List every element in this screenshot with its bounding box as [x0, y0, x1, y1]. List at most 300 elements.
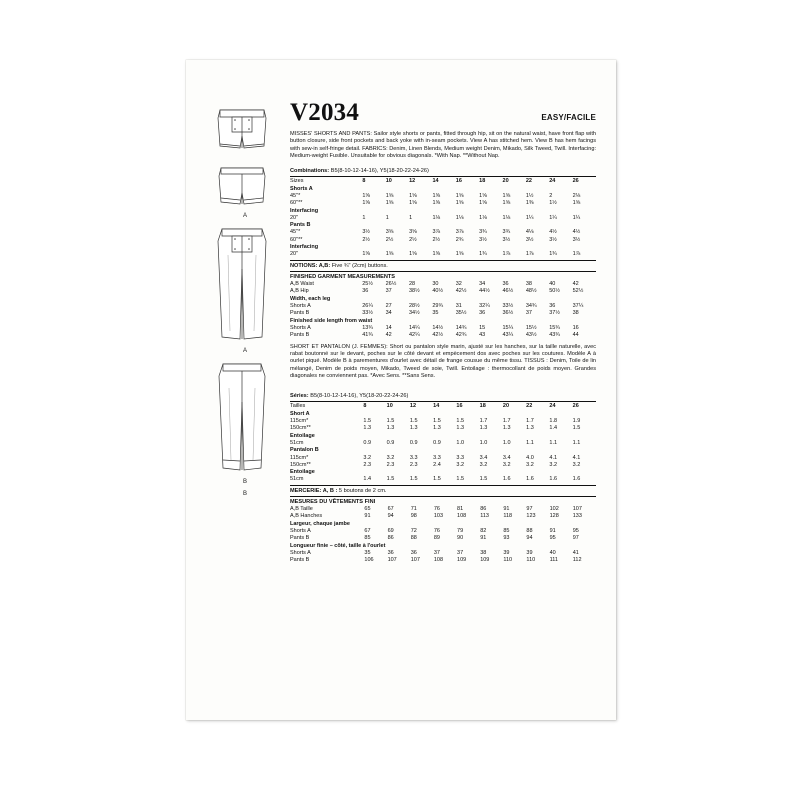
- table-cell: 1.3: [363, 424, 372, 431]
- table-cell: 3.4: [502, 454, 511, 461]
- table-cell: 42½: [432, 331, 444, 338]
- size-header-cell: 26: [572, 177, 579, 184]
- figure-label-a1: A: [242, 213, 247, 219]
- table-cell: 36: [410, 549, 417, 556]
- table-cell: 3.3: [409, 454, 418, 461]
- table-section-row: [290, 221, 596, 229]
- table-cell: 3½: [525, 236, 534, 243]
- table-cell: 40: [549, 549, 556, 556]
- table-cell: 112: [572, 557, 582, 563]
- finished-measurements-table-en: [290, 281, 596, 339]
- table-cell: 37½: [549, 309, 560, 316]
- sizes-row-label: Tailles: [290, 402, 306, 409]
- table-cell: 81: [457, 506, 464, 513]
- table-cell: 1⅝: [479, 199, 487, 206]
- table-cell: 33½: [362, 309, 373, 316]
- table-cell: 89: [433, 535, 440, 542]
- table-cell: 107: [387, 557, 397, 563]
- figure-label-b-holder: [204, 491, 286, 497]
- table-cell: 43: [479, 331, 486, 338]
- table-cell: 1.3: [479, 424, 488, 431]
- table-cell: 42: [385, 331, 392, 338]
- table-row: [290, 192, 596, 199]
- table-cell: 42: [572, 280, 579, 287]
- table-cell: 1.5: [479, 476, 488, 483]
- table-row-label: 115cm*: [290, 417, 309, 424]
- table-cell: 35: [364, 549, 371, 556]
- table-row-label: A,B Hanches: [290, 513, 323, 520]
- table-cell: 1.4: [549, 424, 558, 431]
- table-cell: 91: [503, 506, 510, 513]
- table-cell: 1.7: [502, 417, 511, 424]
- pattern-envelope-back: [186, 60, 616, 720]
- figure-label-b1: B: [242, 479, 247, 485]
- table-cell: 4½: [572, 229, 581, 236]
- table-cell: 1.5: [456, 417, 465, 424]
- table-row: [290, 214, 596, 221]
- table-cell: 65: [364, 506, 371, 513]
- table-cell: 2: [549, 192, 553, 199]
- table-cell: 50½: [549, 288, 560, 295]
- table-section-label: Longueur finie – côté, taille à l'ourlet: [290, 542, 386, 549]
- table-cell: 1.7: [526, 417, 534, 424]
- table-row-label: 60"**: [290, 236, 303, 243]
- title-row: [290, 100, 596, 125]
- figure-shorts-a-2: [204, 164, 286, 219]
- table-cell: 108: [457, 513, 467, 520]
- table-cell: 1⅝: [455, 199, 464, 206]
- series-line: [290, 393, 596, 399]
- table-row: [290, 281, 596, 288]
- table-section-label: Shorts A: [290, 185, 313, 192]
- table-section-label: Interfacing: [290, 207, 319, 214]
- divider-2: [290, 260, 596, 261]
- table-section-label: Largeur, chaque jambe: [290, 520, 350, 527]
- table-section-row: [290, 432, 596, 440]
- table-cell: 1¾: [549, 251, 557, 258]
- table-cell: 85: [364, 535, 371, 542]
- table-cell: 42¼: [408, 331, 420, 338]
- table-cell: 106: [364, 557, 374, 563]
- table-section-label: Pantalon B: [290, 447, 319, 454]
- table-cell: 31: [455, 302, 462, 309]
- table-cell: 38½: [408, 288, 420, 295]
- size-header-cell: 8: [362, 177, 366, 184]
- table-cell: 1.5: [363, 417, 372, 424]
- table-row-label: 51cm: [290, 476, 304, 483]
- table-cell: 34: [385, 309, 392, 316]
- table-cell: 3½: [502, 236, 511, 243]
- table-row: [290, 454, 596, 461]
- size-header-cell: 10: [385, 177, 392, 184]
- table-cell: 14¼: [408, 324, 420, 331]
- table-cell: 3.2: [479, 461, 488, 468]
- table-cell: 36: [387, 549, 394, 556]
- table-cell: 67: [364, 527, 371, 534]
- size-header-cell: 20: [502, 402, 510, 409]
- notions-line: [290, 263, 596, 269]
- table-cell: 3.2: [386, 454, 395, 461]
- table-cell: 14¾: [455, 324, 467, 331]
- table-cell: 28: [408, 280, 416, 287]
- table-row: [290, 303, 596, 310]
- table-row: [290, 557, 596, 564]
- table-section-row: [290, 542, 596, 550]
- table-cell: 37: [433, 549, 440, 556]
- table-cell: 86: [480, 506, 487, 513]
- table-cell: 2.3: [386, 461, 395, 468]
- table-cell: 1.3: [409, 424, 418, 431]
- divider-5: [290, 485, 596, 486]
- table-row-label: 51cm: [290, 439, 304, 446]
- table-cell: 2¾: [455, 236, 464, 243]
- table-cell: 1⅝: [502, 199, 511, 206]
- table-cell: 43¾: [549, 331, 560, 338]
- table-cell: 3¾: [479, 229, 487, 236]
- table-section-row: [290, 317, 596, 325]
- table-cell: 39: [503, 549, 510, 556]
- size-header-cell: 10: [386, 402, 393, 409]
- table-row-label: A,B Waist: [290, 280, 314, 287]
- english-description: MISSES' SHORTS AND PANTS: Sailor style shorts or pants, fitted through hip, sit on the natural waist, have front flap with button closure, side front pockets and back yoke with in-seam pockets. View A has stitched hem. View B has hem facings with sew-in self-fringe detail. FABRICS: Denim, Linen Blends, Medium weight Denim, Mikado, Silk Tweed, Twill. Interfacing: Medium-weight Fusible. Unsuitable for obvious diagonals. *With Nap. **Without Nap.: [290, 131, 596, 160]
- size-header-cell: 16: [456, 402, 463, 409]
- table-cell: 1⅝: [362, 192, 371, 199]
- difficulty-label: EASY/FACILE: [541, 113, 596, 122]
- table-cell: 1⅝: [362, 199, 371, 206]
- table-cell: 44½: [479, 288, 490, 295]
- table-cell: 15¼: [502, 324, 514, 331]
- table-cell: 85: [503, 527, 510, 534]
- table-cell: 4⅛: [525, 229, 534, 236]
- table-cell: 109: [480, 557, 490, 563]
- table-cell: 44: [572, 331, 579, 338]
- table-cell: 1.1: [549, 439, 558, 446]
- table-cell: 3½: [549, 236, 557, 243]
- size-header-cell: 24: [549, 177, 556, 184]
- table-cell: 3.2: [502, 461, 511, 468]
- sizes-row-label: Sizes: [290, 177, 304, 184]
- table-cell: 1: [409, 214, 413, 221]
- table-cell: 69: [387, 527, 394, 534]
- table-cell: 1⅝: [455, 192, 464, 199]
- table-cell: 0.9: [386, 439, 395, 446]
- table-cell: 42¾: [455, 331, 467, 338]
- table-cell: 0.9: [363, 439, 372, 446]
- table-row: [290, 251, 596, 258]
- series-label: Séries:: [290, 392, 309, 399]
- table-cell: 1¾: [479, 251, 487, 258]
- table-row: [290, 535, 596, 542]
- table-cell: 67: [387, 506, 394, 513]
- table-cell: 38: [480, 549, 487, 556]
- table-cell: 1⅛: [432, 214, 441, 221]
- table-cell: 25½: [362, 280, 373, 287]
- table-cell: 3.2: [549, 461, 558, 468]
- table-row-label: Shorts A: [290, 527, 311, 534]
- divider-3: [290, 271, 596, 272]
- french-description: SHORT ET PANTALON (J. FEMMES): Short ou pantalon style marin, ajusté sur les hanches, sur la taille naturelle, avec rabat boutonné sur le devant, poches sur le côté devant et empècement dos avec poches sur les coutures. Modèle A à ourlet piqué. Modèle B à parementures d'ourlet avec détail de frange cousue du même tissu. TISSUS : Denim, Toile de lin mélangé, Denim de poids moyen, Mikado, Tweed de soie, Twill. Entoilage : thermocollant de poids moyen. Grandes diagonales ne conviennent pas. *Avec Sens. **Sans Sens.: [290, 343, 596, 380]
- table-cell: 1¼: [525, 214, 534, 221]
- table-cell: 109: [457, 557, 467, 563]
- table-cell: 36: [479, 309, 486, 316]
- table-cell: 2½: [362, 236, 371, 243]
- table-cell: 4½: [549, 229, 557, 236]
- table-row: [290, 425, 596, 432]
- table-cell: 1⅛: [502, 214, 511, 221]
- size-header-cell: 22: [526, 402, 533, 409]
- table-cell: 1.3: [456, 424, 465, 431]
- table-row: [290, 528, 596, 535]
- table-cell: 90: [457, 535, 464, 542]
- table-cell: 133: [572, 513, 582, 520]
- table-cell: 1⅝: [432, 192, 441, 199]
- table-cell: 1.1: [572, 439, 581, 446]
- table-cell: 4.1: [549, 454, 558, 461]
- table-cell: 102: [549, 506, 559, 513]
- table-cell: 37¼: [572, 302, 584, 309]
- table-cell: 36: [549, 302, 556, 309]
- table-cell: 34¾: [525, 302, 537, 309]
- notions-text: Five ¾" (2cm) buttons.: [331, 262, 388, 269]
- table-cell: 3.3: [433, 454, 441, 461]
- table-cell: 32¼: [479, 302, 490, 309]
- series-value: B5(8-10-12-14-16), Y5(18-20-22-24-26): [310, 392, 409, 399]
- table-cell: 1.4: [363, 476, 372, 483]
- table-cell: 3½: [479, 236, 487, 243]
- table-section-label: Finished side length from waist: [290, 317, 373, 324]
- table-cell: 1⅝: [362, 251, 371, 258]
- table-row-label: 45"*: [290, 192, 301, 199]
- table-cell: 3.2: [363, 454, 372, 461]
- table-cell: 42½: [455, 288, 467, 295]
- table-cell: 3⅞: [455, 229, 464, 236]
- table-cell: 43½: [525, 331, 537, 338]
- table-cell: 1⅜: [525, 199, 534, 206]
- table-cell: 40½: [432, 288, 444, 295]
- table-cell: 34: [479, 280, 486, 287]
- table-cell: 35½: [455, 309, 467, 316]
- table-cell: 1.5: [433, 476, 441, 483]
- size-header-cell: 18: [479, 402, 486, 409]
- table-cell: 1: [385, 214, 389, 221]
- table-cell: 1.5: [386, 417, 395, 424]
- table-cell: 1⅝: [572, 199, 581, 206]
- table-cell: 46½: [502, 288, 514, 295]
- table-section-row: [290, 295, 596, 303]
- table-cell: 94: [387, 513, 394, 520]
- table-cell: 107: [410, 557, 420, 563]
- table-section-row: [290, 207, 596, 215]
- table-cell: 3¾: [502, 229, 511, 236]
- table-cell: 3⅞: [432, 229, 441, 236]
- table-cell: 1⅛: [455, 214, 464, 221]
- table-cell: 15¾: [549, 324, 560, 331]
- table-cell: 97: [526, 506, 533, 513]
- table-cell: 1.0: [479, 439, 488, 446]
- table-cell: 3.2: [572, 461, 581, 468]
- table-cell: 36: [502, 280, 509, 287]
- table-cell: 15: [479, 324, 486, 331]
- table-row: [290, 332, 596, 339]
- table-row: [290, 439, 596, 446]
- table-cell: 1.6: [572, 476, 581, 483]
- table-section-label: Pants B: [290, 222, 311, 229]
- table-header-row: [290, 403, 596, 410]
- table-cell: 1.6: [526, 476, 534, 483]
- mercerie-line: [290, 488, 596, 494]
- table-cell: 1½: [549, 199, 557, 206]
- table-cell: 1.6: [502, 476, 511, 483]
- table-cell: 97: [572, 535, 579, 542]
- table-cell: 1.5: [386, 476, 395, 483]
- table-cell: 1.5: [409, 476, 418, 483]
- size-header-cell: 16: [455, 177, 462, 184]
- size-header-cell: 22: [525, 177, 532, 184]
- table-cell: 0.9: [433, 439, 441, 446]
- table-cell: 1.5: [409, 417, 418, 424]
- table-cell: 1⅝: [455, 251, 464, 258]
- size-header-cell: 14: [433, 402, 440, 409]
- table-header-row: [290, 178, 596, 185]
- table-cell: 71: [410, 506, 417, 513]
- table-cell: 33½: [502, 302, 514, 309]
- table-cell: 37: [457, 549, 464, 556]
- table-cell: 76: [433, 527, 440, 534]
- table-section-row: [290, 243, 596, 251]
- table-cell: 40: [549, 280, 556, 287]
- table-cell: 16: [572, 324, 579, 331]
- table-section-label: Entoilage: [290, 469, 315, 476]
- table-cell: 91: [364, 513, 371, 520]
- table-row-label: 20": [290, 214, 299, 221]
- table-cell: 43¼: [502, 331, 514, 338]
- table-cell: 1.0: [502, 439, 511, 446]
- table-cell: 3½: [572, 236, 581, 243]
- table-cell: 1⅝: [409, 251, 417, 258]
- table-cell: 123: [526, 513, 536, 520]
- table-row: [290, 199, 596, 206]
- table-cell: 1.5: [572, 424, 581, 431]
- pattern-number: V2034: [290, 99, 360, 126]
- size-header-cell: 14: [432, 177, 439, 184]
- table-cell: 1⅛: [479, 214, 487, 221]
- table-row: [290, 513, 596, 520]
- figure-pants-b-1: [204, 225, 286, 354]
- table-cell: 1⅝: [432, 199, 441, 206]
- divider-4: [290, 401, 596, 402]
- table-cell: 1.3: [433, 424, 441, 431]
- figure-label-b2: B: [242, 491, 247, 497]
- table-row-label: Pants B: [290, 309, 310, 316]
- size-header-cell: 18: [479, 177, 486, 184]
- table-cell: 94: [526, 535, 533, 542]
- table-cell: 118: [503, 513, 513, 520]
- table-section-label: Width, each leg: [290, 295, 331, 302]
- table-cell: 1⅝: [409, 199, 417, 206]
- table-cell: 88: [410, 535, 417, 542]
- table-cell: 37: [385, 288, 392, 295]
- size-header-cell: 20: [502, 177, 509, 184]
- table-cell: 1⅝: [385, 192, 394, 199]
- table-cell: 30: [432, 280, 439, 287]
- table-cell: 91: [480, 535, 487, 542]
- table-cell: 1.3: [386, 424, 395, 431]
- table-cell: 2½: [409, 236, 417, 243]
- table-row: [290, 236, 596, 243]
- table-row: [290, 476, 596, 483]
- table-cell: 2.4: [433, 461, 441, 468]
- table-cell: 26¼: [362, 302, 373, 309]
- size-header-cell: 24: [549, 402, 556, 409]
- table-row-label: A,B Hip: [290, 288, 309, 295]
- table-cell: 2.3: [409, 461, 418, 468]
- table-row: [290, 310, 596, 317]
- table-cell: 111: [549, 557, 558, 563]
- table-cell: 88: [526, 527, 533, 534]
- table-cell: 1¼: [549, 214, 557, 221]
- table-cell: 110: [503, 557, 513, 563]
- table-cell: 1: [362, 214, 366, 221]
- table-cell: 95: [549, 535, 556, 542]
- table-cell: 1⅞: [572, 251, 581, 258]
- table-row: [290, 550, 596, 557]
- yardage-table-en: [290, 178, 596, 259]
- table-row-label: Pants B: [290, 535, 310, 542]
- table-row: [290, 325, 596, 332]
- finished-measurements-title: FINISHED GARMENT MEASUREMENTS: [290, 273, 396, 280]
- yardage-table-fr: [290, 403, 596, 484]
- table-cell: 95: [572, 527, 579, 534]
- table-cell: 2.3: [363, 461, 372, 468]
- table-section-row: [290, 185, 596, 193]
- table-row-label: Pants B: [290, 331, 310, 338]
- table-cell: 0.9: [409, 439, 418, 446]
- table-row-label: Shorts A: [290, 302, 311, 309]
- table-cell: 3⅝: [385, 229, 394, 236]
- table-row-label: 45"*: [290, 229, 301, 236]
- table-cell: 1.6: [549, 476, 558, 483]
- table-cell: 1.7: [479, 417, 488, 424]
- table-cell: 3.2: [456, 461, 465, 468]
- table-cell: 1⅝: [409, 192, 417, 199]
- table-cell: 1.3: [526, 424, 534, 431]
- table-cell: 36: [362, 288, 369, 295]
- table-cell: 3.4: [479, 454, 488, 461]
- table-cell: 93: [503, 535, 510, 542]
- text-column: [290, 100, 596, 564]
- figure-shorts-a-1: [204, 106, 286, 158]
- table-cell: 3.2: [526, 461, 534, 468]
- table-cell: 82: [480, 527, 487, 534]
- mesures-title: MESURES DU VÊTEMENTS FINI: [290, 498, 376, 505]
- table-cell: 39: [526, 549, 533, 556]
- table-cell: 103: [433, 513, 444, 520]
- table-section-label: Entoilage: [290, 432, 315, 439]
- table-cell: 3⅝: [409, 229, 417, 236]
- figure-pants-b-2: [204, 360, 286, 485]
- table-cell: 26½: [385, 280, 397, 287]
- table-section-row: [290, 468, 596, 476]
- table-cell: 1.8: [549, 417, 558, 424]
- table-cell: 14: [385, 324, 392, 331]
- table-cell: 34½: [408, 309, 420, 316]
- table-cell: 107: [572, 506, 582, 513]
- notions-label: NOTIONS: A,B:: [290, 262, 331, 269]
- table-cell: 1.5: [433, 417, 441, 424]
- table-section-row: [290, 446, 596, 454]
- table-cell: 2½: [385, 236, 394, 243]
- figure-label-a2: A: [242, 348, 247, 354]
